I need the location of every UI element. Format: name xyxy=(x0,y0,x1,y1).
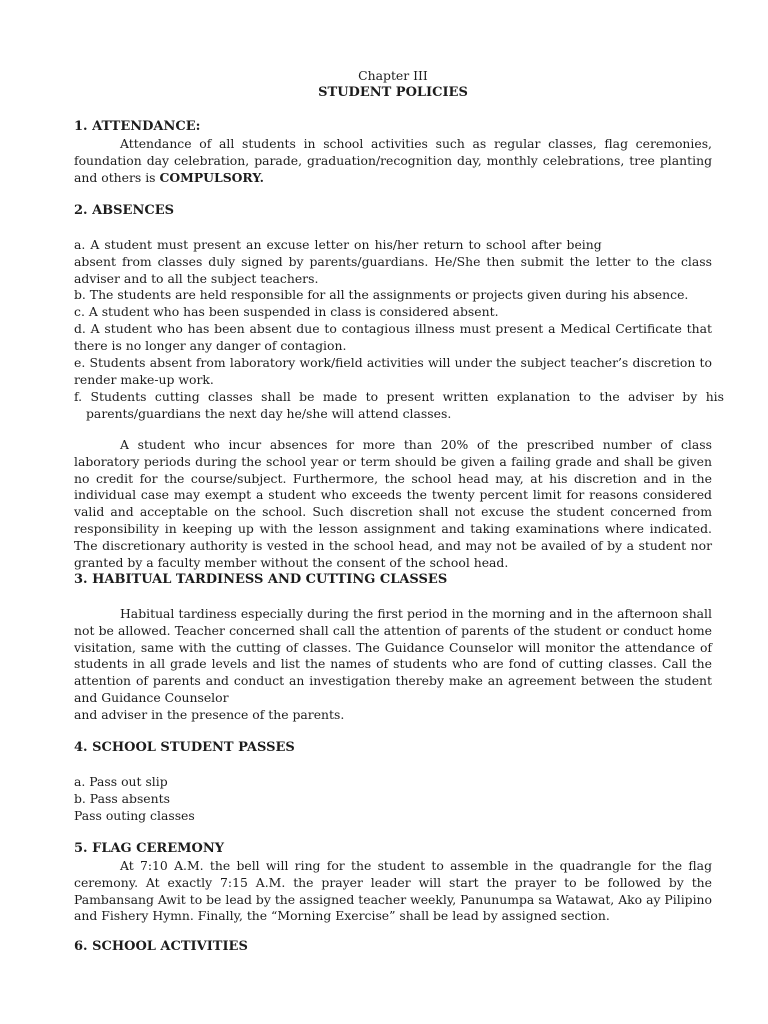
tardiness-paragraph-tail: and adviser in the presence of the parents. xyxy=(74,707,345,722)
absence-rule-a: a. A student must present an excuse letter on his/her return to school after being absent from classes duly signed by parents/guardians. He/She then submit the letter to the class adviser and to all the subject teachers. xyxy=(74,237,712,286)
list-item: Pass outing classes xyxy=(74,808,195,823)
section-heading-attendance: 1. ATTENDANCE: xyxy=(74,119,201,134)
absence-rule-c: c. A student who has been suspended in class is considered absent. xyxy=(74,304,499,319)
absence-rule-e: e. Students absent from laboratory work/field activities will under the subject teacher’s discretion to render make-up work. xyxy=(74,355,712,387)
absence-policy-paragraph: A student who incur absences for more than 20% of the prescribed number of class laboratory periods during the school year or term should be given a failing grade and shall be given no credit for the course/subject. Furthermore, the school head may, at his discretion and in the individual case may exempt a student who exceeds the twenty percent limit for reasons considered valid and acceptable on the school. Such discretion shall not excuse the student concerned from responsibility in keeping up with the lesson assignment and taking examinations where indicated. The discretionary authority is vested in the school head, and may not be availed of by a student nor granted by a faculty member without the consent of the school head. xyxy=(74,437,712,570)
absence-rule-d: d. A student who has been absent due to contagious illness must present a Medical Certificate that there is no longer any danger of contagion. xyxy=(74,321,712,353)
attendance-text: Attendance of all students in school activities such as regular classes, flag ceremonies, foundation day celebration, parade, graduation/recognition day, monthly celebrations, tree planting and others is xyxy=(74,136,712,185)
attendance-emphasis: COMPULSORY. xyxy=(159,169,264,185)
list-item: a. Pass out slip xyxy=(74,774,168,789)
list-item: b. Pass absents xyxy=(74,791,170,806)
absence-rule-b: b. The students are held responsible for all the assignments or projects given during his absence. xyxy=(74,287,689,302)
section-heading-flag-ceremony: 5. FLAG CEREMONY xyxy=(74,841,225,856)
section-heading-tardiness: 3. HABITUAL TARDINESS AND CUTTING CLASSES xyxy=(74,572,448,587)
page-title: STUDENT POLICIES xyxy=(318,85,468,100)
attendance-paragraph xyxy=(74,136,712,186)
section-heading-school-activities: 6. SCHOOL ACTIVITIES xyxy=(74,939,248,954)
absence-rule-f: f. Students cutting classes shall be made to present written explanation to the adviser by his parents/guardians the next day he/she will attend classes. xyxy=(74,389,724,421)
section-heading-absences: 2. ABSENCES xyxy=(74,203,174,218)
section-heading-passes: 4. SCHOOL STUDENT PASSES xyxy=(74,740,295,755)
flag-ceremony-paragraph: At 7:10 A.M. the bell will ring for the student to assemble in the quadrangle for the flag ceremony. At exactly 7:15 A.M. the prayer leader will start the prayer to be followed by the Pambansang Awit to be lead by the assigned teacher weekly, Panunumpa sa Watawat, Ako ay Pilipino and Fishery Hymn. Finally, the “Morning Exercise” shall be lead by assigned section. xyxy=(74,858,712,924)
tardiness-paragraph: Habitual tardiness especially during the first period in the morning and in the afternoon shall not be allowed. Teacher concerned shall call the attention of parents of the student or conduct home visitation, same with the cutting of classes. The Guidance Counselor will monitor the attendance of students in all grade levels and list the names of students who are fond of cutting classes. Call the attention of parents and conduct an investigation thereby make an agreement between the student and Guidance Counselor xyxy=(74,606,712,705)
chapter-label: Chapter III xyxy=(358,68,428,83)
